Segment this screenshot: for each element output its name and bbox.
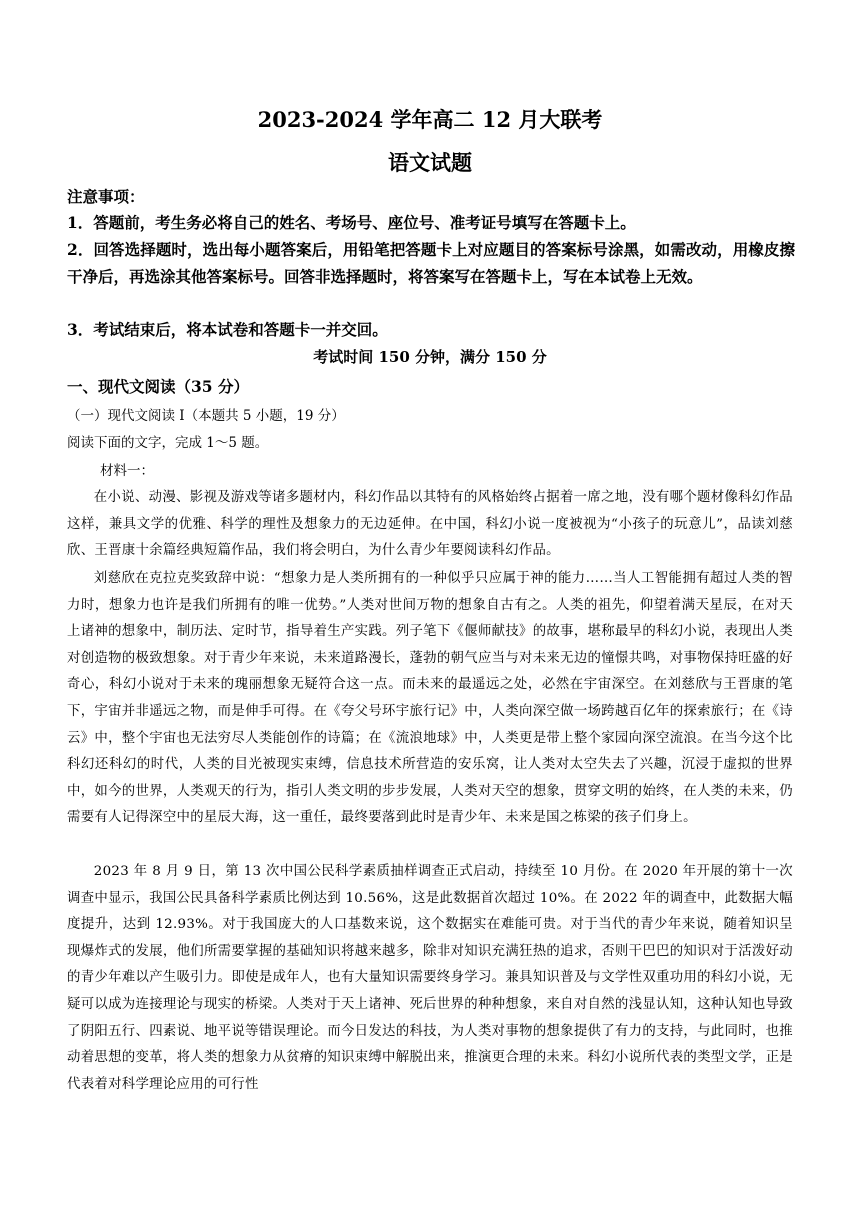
- paragraph: 在小说、动漫、影视及游戏等诸多题材内，科幻作品以其特有的风格始终占据着一席之地，没有哪个题材像科幻作品这样，兼具文学的优雅、科学的理性及想象力的无边延伸。在中国，科幻小说一度被视为“小孩子的玩意儿”，品读刘慈欣、王晋康十余篇经典短篇作品，我们将会明白，为什么青少年要阅读科幻作品。: [67, 490, 793, 559]
- reading-instruction: 阅读下面的文字，完成 1～5 题。: [67, 435, 269, 451]
- subject-title: 语文试题: [388, 150, 472, 175]
- material-label: 材料一：: [100, 463, 154, 479]
- exam-title: 2023-2024 学年高二 12 月大联考: [257, 107, 603, 132]
- notice-heading: 注意事项：: [67, 187, 145, 206]
- notice-item-3: 3．考试结束后，将本试卷和答题卡一并交回。: [67, 320, 388, 339]
- subsection-title: （一）现代文阅读 I（本题共 5 小题，19 分）: [67, 408, 345, 424]
- section-title: 一、现代文阅读（35 分）: [67, 377, 249, 396]
- notice-item-2: 2．回答选择题时，选出每小题答案后，用铅笔把答题卡上对应题目的答案标号涂黑，如需改动，用橡皮擦干净后，再选涂其他答案标号。回答非选择题时，将答案写在答题卡上，写在本试卷上无效。: [67, 240, 795, 286]
- exam-time: 考试时间 150 分钟，满分 150 分: [313, 348, 547, 366]
- paragraph: 刘慈欣在克拉克奖致辞中说：“想象力是人类所拥有的一种似乎只应属于神的能力……当人工智能拥有超过人类的智力时，想象力也许是我们所拥有的唯一优势。”人类对世间万物的想象自古有之。人类的祖先，仰望着满天星辰，在对天上诸神的想象中，制历法、定时节，指导着生产实践。列子笔下《偃师献技》的故事，堪称最早的科幻小说，表现出人类对创造物的极致想象。对于青少年来说，未来道路漫长，蓬勃的朝气应当与对未来无边的憧憬共鸣，对事物保持旺盛的好奇心，科幻小说对于未来的瑰丽想象无疑符合这一点。而未来的最遥远之处，必然在宇宙深空。在刘慈欣与王晋康的笔下，宇宙并非遥远之物，而是伸手可得。在《夸父号环宇旅行记》中，人类向深空做一场跨越百亿年的探索旅行；在《诗云》中，整个宇宙也无法穷尽人类能创作的诗篇；在《流浪地球》中，人类更是带上整个家园向深空流浪。在当今这个比科幻还科幻的时代，人类的目光被现实束缚，信息技术所营造的安乐窝，让人类对太空失去了兴趣，沉浸于虚拟的世界中，如今的世界，人类观天的行为，指引人类文明的步步发展，人类对天空的想象，贯穿文明的始终，在人类的未来，仍需要有人记得深空中的星辰大海，这一重任，最终要落到此时是青少年、未来是国之栋梁的孩子们身上。: [67, 571, 793, 826]
- paragraph: 2023 年 8 月 9 日，第 13 次中国公民科学素质抽样调查正式启动，持续至 10 月份。在 2020 年开展的第十一次调查中显示，我国公民具备科学素质比例达到 10.56%，这是此数据首次超过 10%。在 2022 年的调查中，此数据大幅度提升，达到 12.93%。对于我国庞大的人口基数来说，这个数据实在难能可贵。对于当代的青少年来说，随着知识呈现爆炸式的发展，他们所需要掌握的基础知识将越来越多，除非对知识充满狂热的追求，否则干巴巴的知识对于活泼好动的青少年难以产生吸引力。即使是成年人，也有大量知识需要终身学习。兼具知识普及与文学性双重功用的科幻小说，无疑可以成为连接理论与现实的桥梁。人类对于天上诸神、死后世界的种种想象，来自对自然的浅显认知，这种认知也导致了阴阳五行、四素说、地平说等错误理论。而今日发达的科技，为人类对事物的想象提供了有力的支持，与此同时，也推动着思想的变革，将人类的想象力从贫瘠的知识束缚中解脱出来，推演更合理的未来。科幻小说所代表的类型文学，正是代表着对科学理论应用的可行性: [67, 864, 793, 1092]
- notice-item-1: 1．答题前，考生务必将自己的姓名、考场号、座位号、准考证号填写在答题卡上。: [67, 213, 636, 232]
